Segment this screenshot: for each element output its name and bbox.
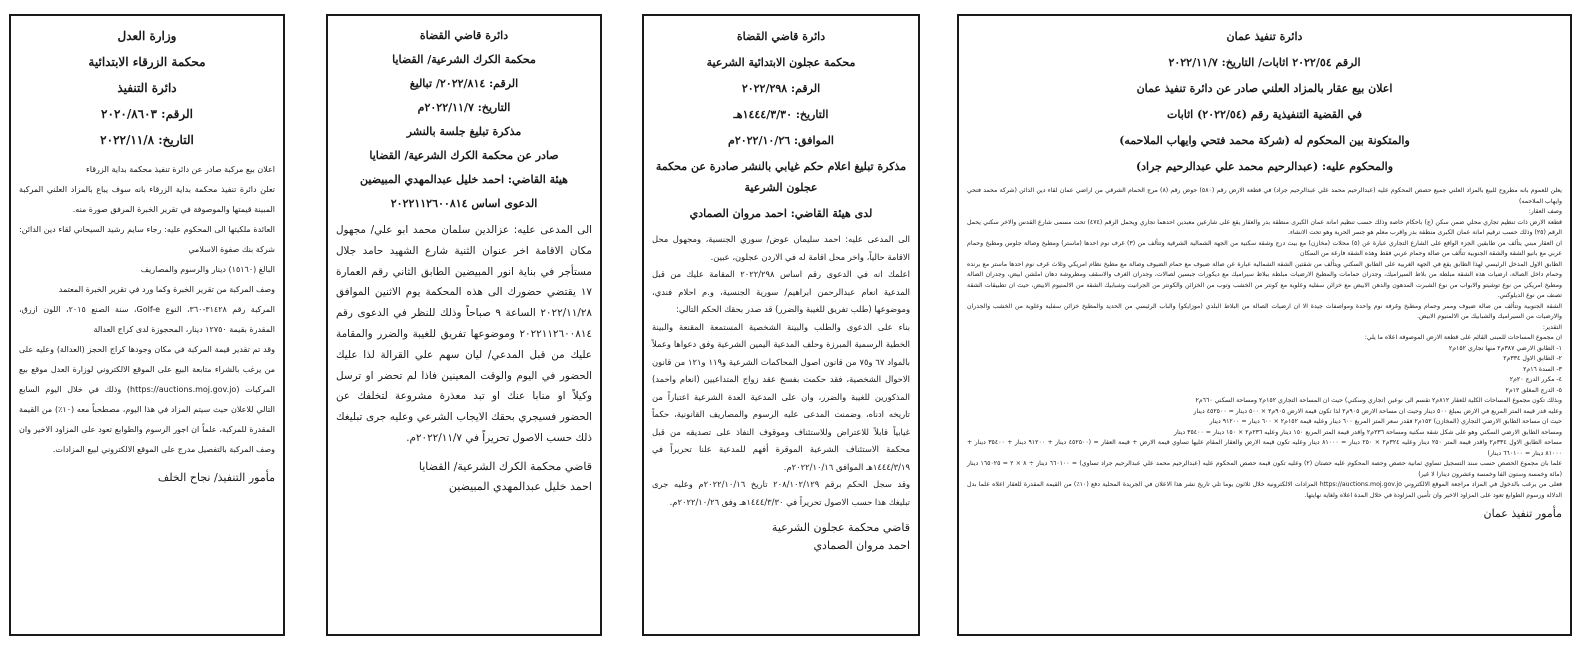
paragraph: فعلى من يرغب بالدخول في المزاد مراجعة الموقع الالكتروني https://auctions.moj.gov.jo المزادات الالكترونية خلال ثلاثون يوما تلي تاريخ نشر هذا الاعلان في الجريدة المحلية دفع (١٠٪) من القيمة المقدرة للعقار اعلاه علما بدل الدلالة ورسوم الطوابع تعود على المزاود الاخير وان تأمين المزاودة في خلال المدة اعلاه ولغاية نهايتها. (967, 481, 1563, 499)
department-name: دائرة تنفيذ عمان (1226, 30, 1303, 43)
issuer: صادر عن محكمة الكرك الشرعية/ القضايا (369, 149, 559, 162)
ad-header (11, 16, 283, 160)
paragraph: حيث ان مساحة الطابق الارضي التجاري (المخازن) ١٥٢م٢ فقدر سعر المتر المربع ٦٠٠ دينار وعليه قيمة ١٥٢م٢ × ٦٠٠ دينار = ٩١٢٠٠ دينار (1209, 418, 1562, 425)
paragraph: وقد سجل الحكم برقم ٢٠٨/١٠٢/١٢٩ تاريخ ٢٠٢٢/١٠/١٦م وعليه جرى تبليغك هذا حسب الاصول تحريراً في ١٤٤٤/٣/٣٠هـ وفق ٢٠٢٢/١٠/٢٦م. (652, 479, 910, 507)
case-reference: في القضية التنفيذية رقم (٢٠٢٢/٥٤) اثابات (1167, 108, 1362, 121)
paragraph: وعليه قدر قيمة المتر المربع في الارض بمبلغ ٥٠٠ دينار وحيث ان مساحة الارض ٩٠٥م٢ لذا تكون قيمة الارض ٩٠٥م٢ × ٥٠٠ دينار = ٤٥٢٥٠٠ دينار (1193, 407, 1562, 415)
ad-ajloun-judgment-notice (642, 14, 920, 636)
paragraph: يعلن للعموم بانه مطروح للبيع بالمزاد العلني جميع حصص المحكوم عليه (عبدالرحيم محمد علي عبدالرحيم جراد) في قطعة الارض رقم (٥٨٠) حوض رقم (٨) مرج الحمام الشرقي من اراضي عمان لقاء دين الدائن (شركة محمد فتحي وايهاب الملاحمه) (967, 187, 1562, 205)
paragraph: وقد تم تقدير قيمة المركبة في مكان وجودها كراج الحجز (العدالة) وعليه على من يرغب بالشراء متابعة البيع على الموقع الالكتروني لوزارة العدل موقع بيع المركبات (https://auctions.moj.gov.jo) وذلك في خلال اليوم السابع التالي للاعلان حيث سيتم المزاد في هذا اليوم، مصطحباً معه (١٠٪) من القيمة المقدرة للمركبة، علماً ان اجور الرسوم والطوابع تعود على المزاود الاخير وان وصف المركبة بالتفصيل مدرج على الموقع الالكتروني لبيع المزادات. (19, 345, 276, 454)
ad-body (11, 160, 283, 488)
paragraph: وصف المركبة من تقرير الخبرة وكما ورد في تقرير الخبرة المعتمد (58, 285, 275, 294)
notice-title: اعلان بيع عقار بالمزاد العلني صادر عن دائرة تنفيذ عمان (1136, 82, 1393, 95)
paragraph: ٤- مكرر الدرج ٢٠م٢ (1509, 376, 1562, 383)
signature-name: احمد مروان الصمادي (813, 539, 910, 552)
signature-title: قاضي محكمة الكرك الشرعية/ القضايا (418, 459, 592, 473)
debtor: والمحكوم عليه: (عبدالرحيم محمد علي عبدالرحيم جراد) (1135, 160, 1394, 173)
paragraph: ٢- الطابق الاول ٣٣٤م٢ (1503, 355, 1562, 362)
court-name: محكمة عجلون الابتدائية الشرعية (706, 56, 856, 69)
paragraph: وصف العقار: (1528, 208, 1562, 215)
case-number: الرقم: ٢٠٢٠/٨٦٠٣ (101, 107, 193, 121)
paragraph: بناء على الدعوى والطلب والبينة الشخصية المستمعة المقنعة والبينة الخطية الرسمية المبرزة وحلف المدعية اليمين الشرعية وفق دعواها وعملاً بالمواد ٦٧ و٧٥ من قانون اصول المحاكمات الشرعية و١١٩ و١٢١ من قانون الاحوال الشخصية، فقد حكمت بفسخ عقد زواج المتداعيين (انعام واحمد) المذكورين للغيبة والضرر، وان على المدعية العدة الشرعية اعتباراً من تاريخه ادناه، وضمنت المدعى عليه الرسوم والمصاريف القانونية، حكماً غيابياً قابلاً للاعتراض وللاستئناف وموقوف النفاذ على تصديقه من قبل محكمة الاستئناف الشرعية الموقرة أفهم للمدعية علنا تحريراً في ١٤٤٤/٣/١٩هـ الموافق ٢٠٢٢/١٠/١٦م. (652, 321, 910, 472)
ad-amman-property-auction (957, 14, 1572, 636)
paragraph: ان العقار مبني يتألف من طابقين الجزء الواقع على الشارع التجاري عبارة عن (٥) محلات (مخازن) مع بيت درج وشقة سكنية من الجهة الشمالية الشرقية وتتألف من (٣) غرف نوم احدها (ماستر) ومطبخ وصالة جلوس ومطبخ وحمام عربي مع بانيو الشقة والشقة الجنوبية تتألف من صالة وحمام عربي فقط وهذه الشقة فارغة من السكان (967, 239, 1562, 257)
ad-date-hijri: التاريخ: ١٤٤٤/٣/٣٠هـ (733, 108, 829, 121)
paragraph: العائدة ملكيتها الى المحكوم عليه: رجاء سايم رشيد السيحاني لقاء دين الدائن: شركة بنك صفوة الاسلامي (19, 225, 275, 254)
signature: مأمور تنفيذ عمان (1483, 507, 1562, 520)
judge-name: هيئة القاضي: احمد خليل عبدالمهدي المبيضين (360, 173, 568, 186)
notice-title: مذكرة تبليغ اعلام حكم غيابي بالنشر صادرة عن محكمة عجلون الشرعية (655, 160, 907, 194)
paragraph: قطعة الارض ذات تنظيم تجاري محلي ضمن سكن (ج) باحكام خاصة وذلك حسب تنظيم امانة عمان الكبرى منطقة بدر والعقار يقع على شارعين معبدين احدهما تجاري ويحمل الرقم (٤٧٤) تحت مسمى شارع القدس والاخر سكني يحمل الرقم (٢٥) وذلك حسب ترقيم امانة عمان الكبرى منطقة بدر واقرب معلم هو جسر الحرية وهو تحت الانشاء. (967, 218, 1562, 236)
paragraph: وبذلك تكون مجموع المساحات الكلية للعقار ٨١٢م٢ تقسم الى نوعين (تجاري وسكني) حيث ان المساحة التجاري ١٥٢م٢ ومساحة السكني ٦٦٠م٢ (1195, 397, 1562, 404)
signature-title: قاضي محكمة عجلون الشرعية (771, 521, 910, 534)
judge-name: لدى هيئة القاضي: احمد مروان الصمادي (689, 207, 873, 220)
signature: مأمور التنفيذ/ نجاح الخلف (157, 471, 275, 484)
ad-header (644, 16, 918, 231)
paragraph: الشقة الجنوبية وتتألف من صالة ضيوف وممر وحمام ومطبخ وغرفة نوم واحدة ومواصفات جيدة الا ان ارضيات الصالة من البلاط البلدي (موزايكو) والباب الرئيسي من الحديد والمطبخ خزائن سفلية وعلوية من الخشب والجدران والارضيات من السيراميك والشبابيك من الالمنيوم الابيض. (967, 302, 1562, 320)
ad-header (959, 16, 1570, 186)
ad-body (644, 231, 918, 555)
ad-date-gregorian: الموافق: ٢٠٢٢/١٠/٢٦م (728, 134, 834, 147)
paragraph: اعلان بيع مركبة صادر عن دائرة تنفيذ محكمة بداية الزرقاء (86, 165, 275, 174)
ministry-name: وزارة العدل (117, 29, 177, 43)
department-name: دائرة قاضي القضاة (736, 30, 826, 43)
ad-header (328, 16, 600, 220)
signature-name: احمد خليل عبدالمهدي المبيضين (448, 479, 592, 493)
creditor: والمتكونة بين المحكوم له (شركة محمد فتحي وايهاب الملاحمه) (1119, 134, 1410, 147)
ad-body (959, 186, 1570, 520)
ad-body (328, 220, 600, 497)
case-number: الرقم ٢٠٢٢/٥٤ اثابات/ التاريخ: ٢٠٢٢/١١/٧ (1168, 56, 1361, 69)
paragraph: الى المدعى عليه: احمد سليمان عوض/ سوري الجنسية، ومجهول محل الاقامة حالياً، واخر محل اقامة له في الاردن عجلون، عبين. (652, 234, 910, 262)
court-name: محكمة الزرقاء الابتدائية (88, 55, 206, 69)
department-name: دائرة التنفيذ (117, 81, 177, 95)
paragraph: ومساحة الطابق الارضي السكني وهو على شكل شقة سكنية ومساحة ٢٣٦م٢ واقدر قيمة المتر المربع ١٥٠ دينار وعليه ٢٣٦م٢ × ١٥٠ دينار = ٣٥٤٠٠ دينار (1173, 428, 1562, 436)
case-number: الرقم: ٢٠٢٢/٢٩٨ (741, 82, 821, 95)
paragraph: الطابق الاول المدخل الرئيسي لهذا الطابق يقع في الجهة الغربية على الطابق السكني ويتألف من شقتين الشقة الشمالية عبارة عن صالة ضيوف مع حمام الضيوف وصالة مع مطبخ نظام امريكي وثلاث غرف نوم احدها ماستر مع برنده وحمام داخل الصالة، ارضيات هذه الشقة مبلطة من بلاط السيراميك، وجدران حمامات والمطبخ الارضيات مبلطة ببلاط سيراميك مع ديكورات جبسين لصالات، وجدران الغرف والاسقف ومطروشة دهان املشن ابيض، وجدران الصالة ومطبخ امريكي من نوع توشيتو والابواب من نوع الشبرت المدهون والدهن الابيض مع خزائن سفلية وعلوية مع كونتر من الخشب وتوب من الخزائن والكونتر من الجرانيت وشبابيك الشقة من الالمنيوم الابيض، حيث ان تطبيقات الشقة تصنف من نوع الديلوكس. (967, 260, 1562, 299)
ad-zarqa-vehicle-sale (9, 14, 285, 636)
paragraph: تعلن دائرة تنفيذ محكمة بداية الزرقاء بانه سوف يباع بالمزاد العلني المركبة المبينة قيمتها والموصوفة في تقرير الخبرة المرفق صورة منه. (19, 185, 275, 214)
paragraph: الى المدعى عليه: عزالدين سلمان محمد ابو علي/ مجهول مكان الاقامة اخر عنوان الثنية شارع الشهيد حامد جلال مستأجر في بناية انور المبيضين الطابق الثاني رقم العمارة ١٧ يقتضي حضورك الى هذه المحكمة يوم الاثنين الموافق ٢٠٢٢/١١/٢٨ الساعة ٩ صباحاً وذلك للنظر في الدعوى رقم ٢٠٢٢١١٢٦٠٠٨١٤ وموضوعها تفريق للغيبة والضرر والمقامة عليك من قبل المدعي/ ليان سهم علي القرالة لذا عليك الحضور في اليوم والوقت المعينين فاذا لم تحضر او ترسل وكيلاً او منابا عنك او تبد معذرة مشروعة لتخلفك عن الحضور فسيجري بحقك الايجاب الشرعي وعليه جرى تبليغك ذلك حسب الاصول تحريراً في ٢٠٢٢/١١/٧م. (336, 224, 592, 444)
paragraph: ٣- السدة ١٦م٢ (1523, 365, 1562, 373)
ad-karak-hearing-notice (326, 14, 602, 636)
signature (652, 519, 910, 555)
case-number: الرقم: ٢٠٢٢/٨١٤/ تباليغ (409, 77, 519, 90)
paragraph: مساحة الطابق الاول ٣٣٤م٢ واقدر قيمة المتر ٢٥٠ دينار وعليه ٣٢٤م٢ × ٢٥٠ دينار = ٨١٠٠٠ دينار وعليه تكون قيمة الارض والعقار المقام عليها تساوي قيمة الارض + قيمة العقار = (٤٥٢٥٠٠ دينار + ٩١٢٠٠ دينار + ٣٥٤٠٠ دينار + ٨١٠٠٠ دينار = ٦٦٠١٠٠ دينار) (967, 439, 1562, 457)
ad-date: التاريخ: ٢٠٢٢/١١/٨ (100, 133, 194, 147)
paragraph: المركبة رقم ٣١٤٢٨-٣٦٠، النوع Golf-e، سنة الصنع ٢٠١٥، اللون ازرق، المقدرة بقيمة ١٢٧٥٠ دينار، المحجوزة لدى كراج العدالة (19, 305, 275, 334)
lawsuit-number: الدعوى اساس ٢٠٢٢١١٢٦٠٠٨١٤ (390, 197, 538, 210)
paragraph: ٥- الدرج المغلق ١٢م٢ (1505, 386, 1562, 394)
paragraph: علما بان مجموع الحصص حسب سند التسجيل تساوي ثمانية حصص وحصة المحكوم عليه حصتان (٢) وعليه تكون قيمة حصص المحكوم عليه (عبدالرحيم محمد علي عبدالرحيم جراد تساوي) = ٦٦٠١٠٠ دينار ÷ ٨ × ٢ = ١٦٥٠٢٥ دينار (مائة وخمسة وستون الفا وخمسة وعشرون دينارا لا غير) (967, 460, 1563, 478)
court-name: محكمة الكرك الشرعية/ القضايا (392, 53, 536, 66)
paragraph: ١- الطابق الارضي ٣٨٧م٢ منها تجاري ١٥٢م٢ (1448, 344, 1562, 352)
paragraph: التقدير: (1542, 323, 1562, 331)
paragraph: البالغ (١٥١٦٠) دينار والرسوم والمصاريف (140, 265, 275, 274)
notice-title: مذكرة تبليغ جلسة بالنشر (406, 125, 522, 138)
paragraph: ان مجموع المساحات للمبنى القائم على قطعة الارض الموصوفة اعلاه ما يلي: (1364, 334, 1562, 341)
signature (336, 457, 592, 497)
department-name: دائرة قاضي القضاة (419, 29, 509, 42)
ad-date: التاريخ: ٢٠٢٢/١١/٧م (417, 101, 511, 114)
paragraph: اعلمك انه في الدعوى رقم اساس ٢٠٢٢/٢٩٨ المقامة عليك من قبل المدعية انعام عبدالرحمن ابراهيم/ سورية الجنسية، و.م احلام فندي، وموضوعها (طلب تفريق للغيبة والضرر) قد صدر بحقك الحكم التالي: (652, 269, 910, 314)
